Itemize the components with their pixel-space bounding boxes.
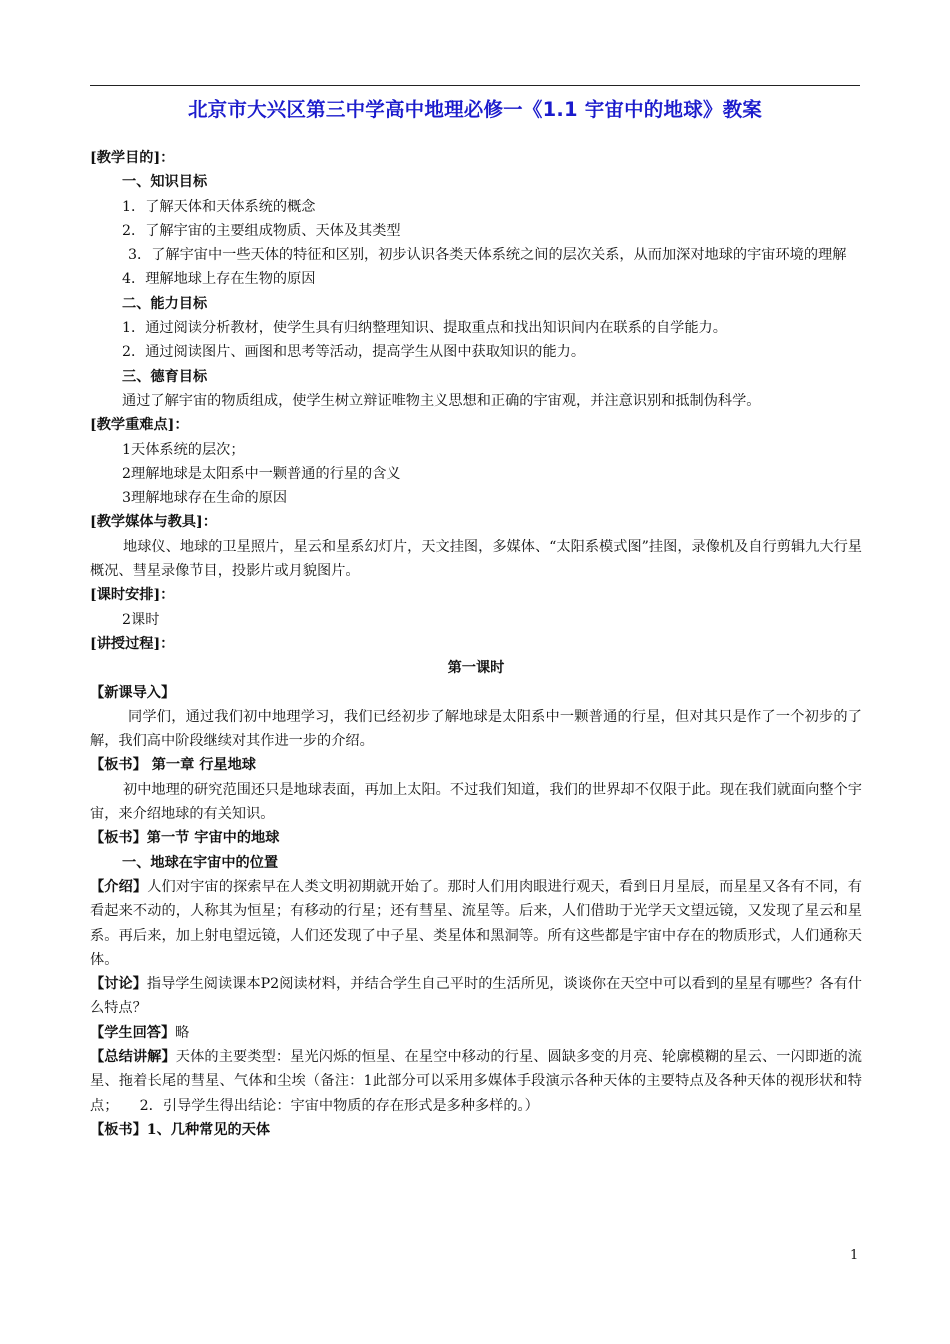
list-item: 1．了解天体和天体系统的概念	[122, 198, 316, 215]
section-heading-media: [教学媒体与教具]：	[90, 514, 217, 531]
header-rule	[90, 85, 860, 86]
paragraph	[90, 1021, 862, 1045]
board-heading-section: 【板书】第一节 宇宙中的地球	[90, 830, 280, 847]
paragraph: 地球仪、地球的卫星照片，星云和星系幻灯片，天文挂图，多媒体、“太阳系模式图”挂图，录像机及自行剪辑九大行星概况、彗星录像节目，投影片或月貌图片。	[90, 538, 862, 580]
paragraph	[90, 875, 862, 972]
subheading-knowledge-goals: 一、知识目标	[122, 174, 208, 191]
list-item: 3理解地球存在生命的原因	[122, 490, 288, 507]
label-introduction: 【介绍】	[90, 878, 148, 895]
document-title: 北京市大兴区第三中学高中地理必修一《1.1 宇宙中的地球》教案	[187, 98, 763, 121]
list-item: 2理解地球是太阳系中一颗普通的行星的含义	[122, 465, 401, 482]
label-discussion: 【讨论】	[90, 976, 147, 993]
paragraph: 同学们，通过我们初中地理学习，我们已经初步了解地球是太阳系中一颗普通的行星，但对其只是作了一个初步的了解，我们高中阶段继续对其作进一步的介绍。	[90, 708, 862, 750]
subheading-position: 一、地球在宇宙中的位置	[122, 854, 279, 871]
paragraph: 通过了解宇宙的物质组成，使学生树立辩证唯物主义思想和正确的宇宙观，并注意识别和抵制伪科学。	[122, 392, 761, 409]
list-item: 4．理解地球上存在生物的原因	[122, 271, 316, 288]
list-item: 1天体系统的层次；	[122, 441, 245, 458]
board-heading-celestial-bodies: 【板书】1、几种常见的天体	[90, 1121, 271, 1138]
list-item: 3．了解宇宙中一些天体的特征和区别，初步认识各类天体系统之间的层次关系，从而加深对地球的宇宙环境的理解	[128, 247, 847, 264]
paragraph	[90, 1045, 862, 1118]
section-heading-process: [讲授过程]：	[90, 635, 175, 652]
lesson-title: 第一课时	[447, 660, 505, 677]
paragraph: 初中地理的研究范围还只是地球表面，再加上太阳。不过我们知道，我们的世界却不仅限于此。现在我们就面向整个宇宙，来介绍地球的有关知识。	[90, 781, 862, 823]
paragraph-text: 指导学生阅读课本P2阅读材料，并结合学生自己平时的生活所见，谈谈你在天空中可以看到的星星有哪些？各有什么特点？	[90, 976, 862, 1017]
section-heading-objectives: [教学目的]：	[90, 150, 175, 166]
subheading-ability-goals: 二、能力目标	[122, 295, 208, 312]
document-body	[90, 146, 862, 1142]
paragraph	[90, 972, 862, 1021]
section-heading-key-points: [教学重难点]：	[90, 417, 189, 434]
list-item: 2．通过阅读图片、画图和思考等活动，提高学生从图中获取知识的能力。	[122, 344, 586, 361]
paragraph-text: 天体的主要类型：星光闪烁的恒星、在星空中移动的行星、圆缺多变的月亮、轮廓模糊的星云、一闪即逝的流星、拖着长尾的彗星、气体和尘埃（备注：1此部分可以采用多媒体手段演示各种天体的主要特点及各种天体的视形状和特点； 2．引导学生得出结论：宇宙中物质的存在形式是多种多样的。）	[90, 1048, 862, 1114]
section-heading-schedule: [课时安排]：	[90, 587, 175, 604]
list-item: 2．了解宇宙的主要组成物质、天体及其类型	[122, 222, 401, 239]
paragraph-text: 人们对宇宙的探索早在人类文明初期就开始了。那时人们用肉眼进行观天，看到日月星辰，而星星又各有不同，有看起来不动的，人称其为恒星；有移动的行星；还有彗星、流星等。后来，人们借助于光学天文望远镜，又发现了星云和星系。再后来，加上射电望远镜，人们还发现了中子星、类星体和黑洞等。所有这些都是宇宙中存在的物质形式，人们通称天体。	[90, 878, 862, 968]
label-summary: 【总结讲解】	[90, 1048, 176, 1065]
label-student-answer: 【学生回答】	[90, 1024, 176, 1041]
page-number: 1	[850, 1248, 859, 1263]
paragraph-text: 略	[175, 1024, 190, 1041]
label-intro: 【新课导入】	[90, 684, 176, 701]
list-item: 1．通过阅读分析教材，使学生具有归纳整理知识、提取重点和找出知识间内在联系的自学能力。	[122, 320, 727, 337]
board-heading-chapter: 【板书】 第一章 行星地球	[90, 757, 256, 774]
subheading-moral-goals: 三、德育目标	[122, 368, 208, 385]
paragraph: 2课时	[122, 611, 160, 628]
